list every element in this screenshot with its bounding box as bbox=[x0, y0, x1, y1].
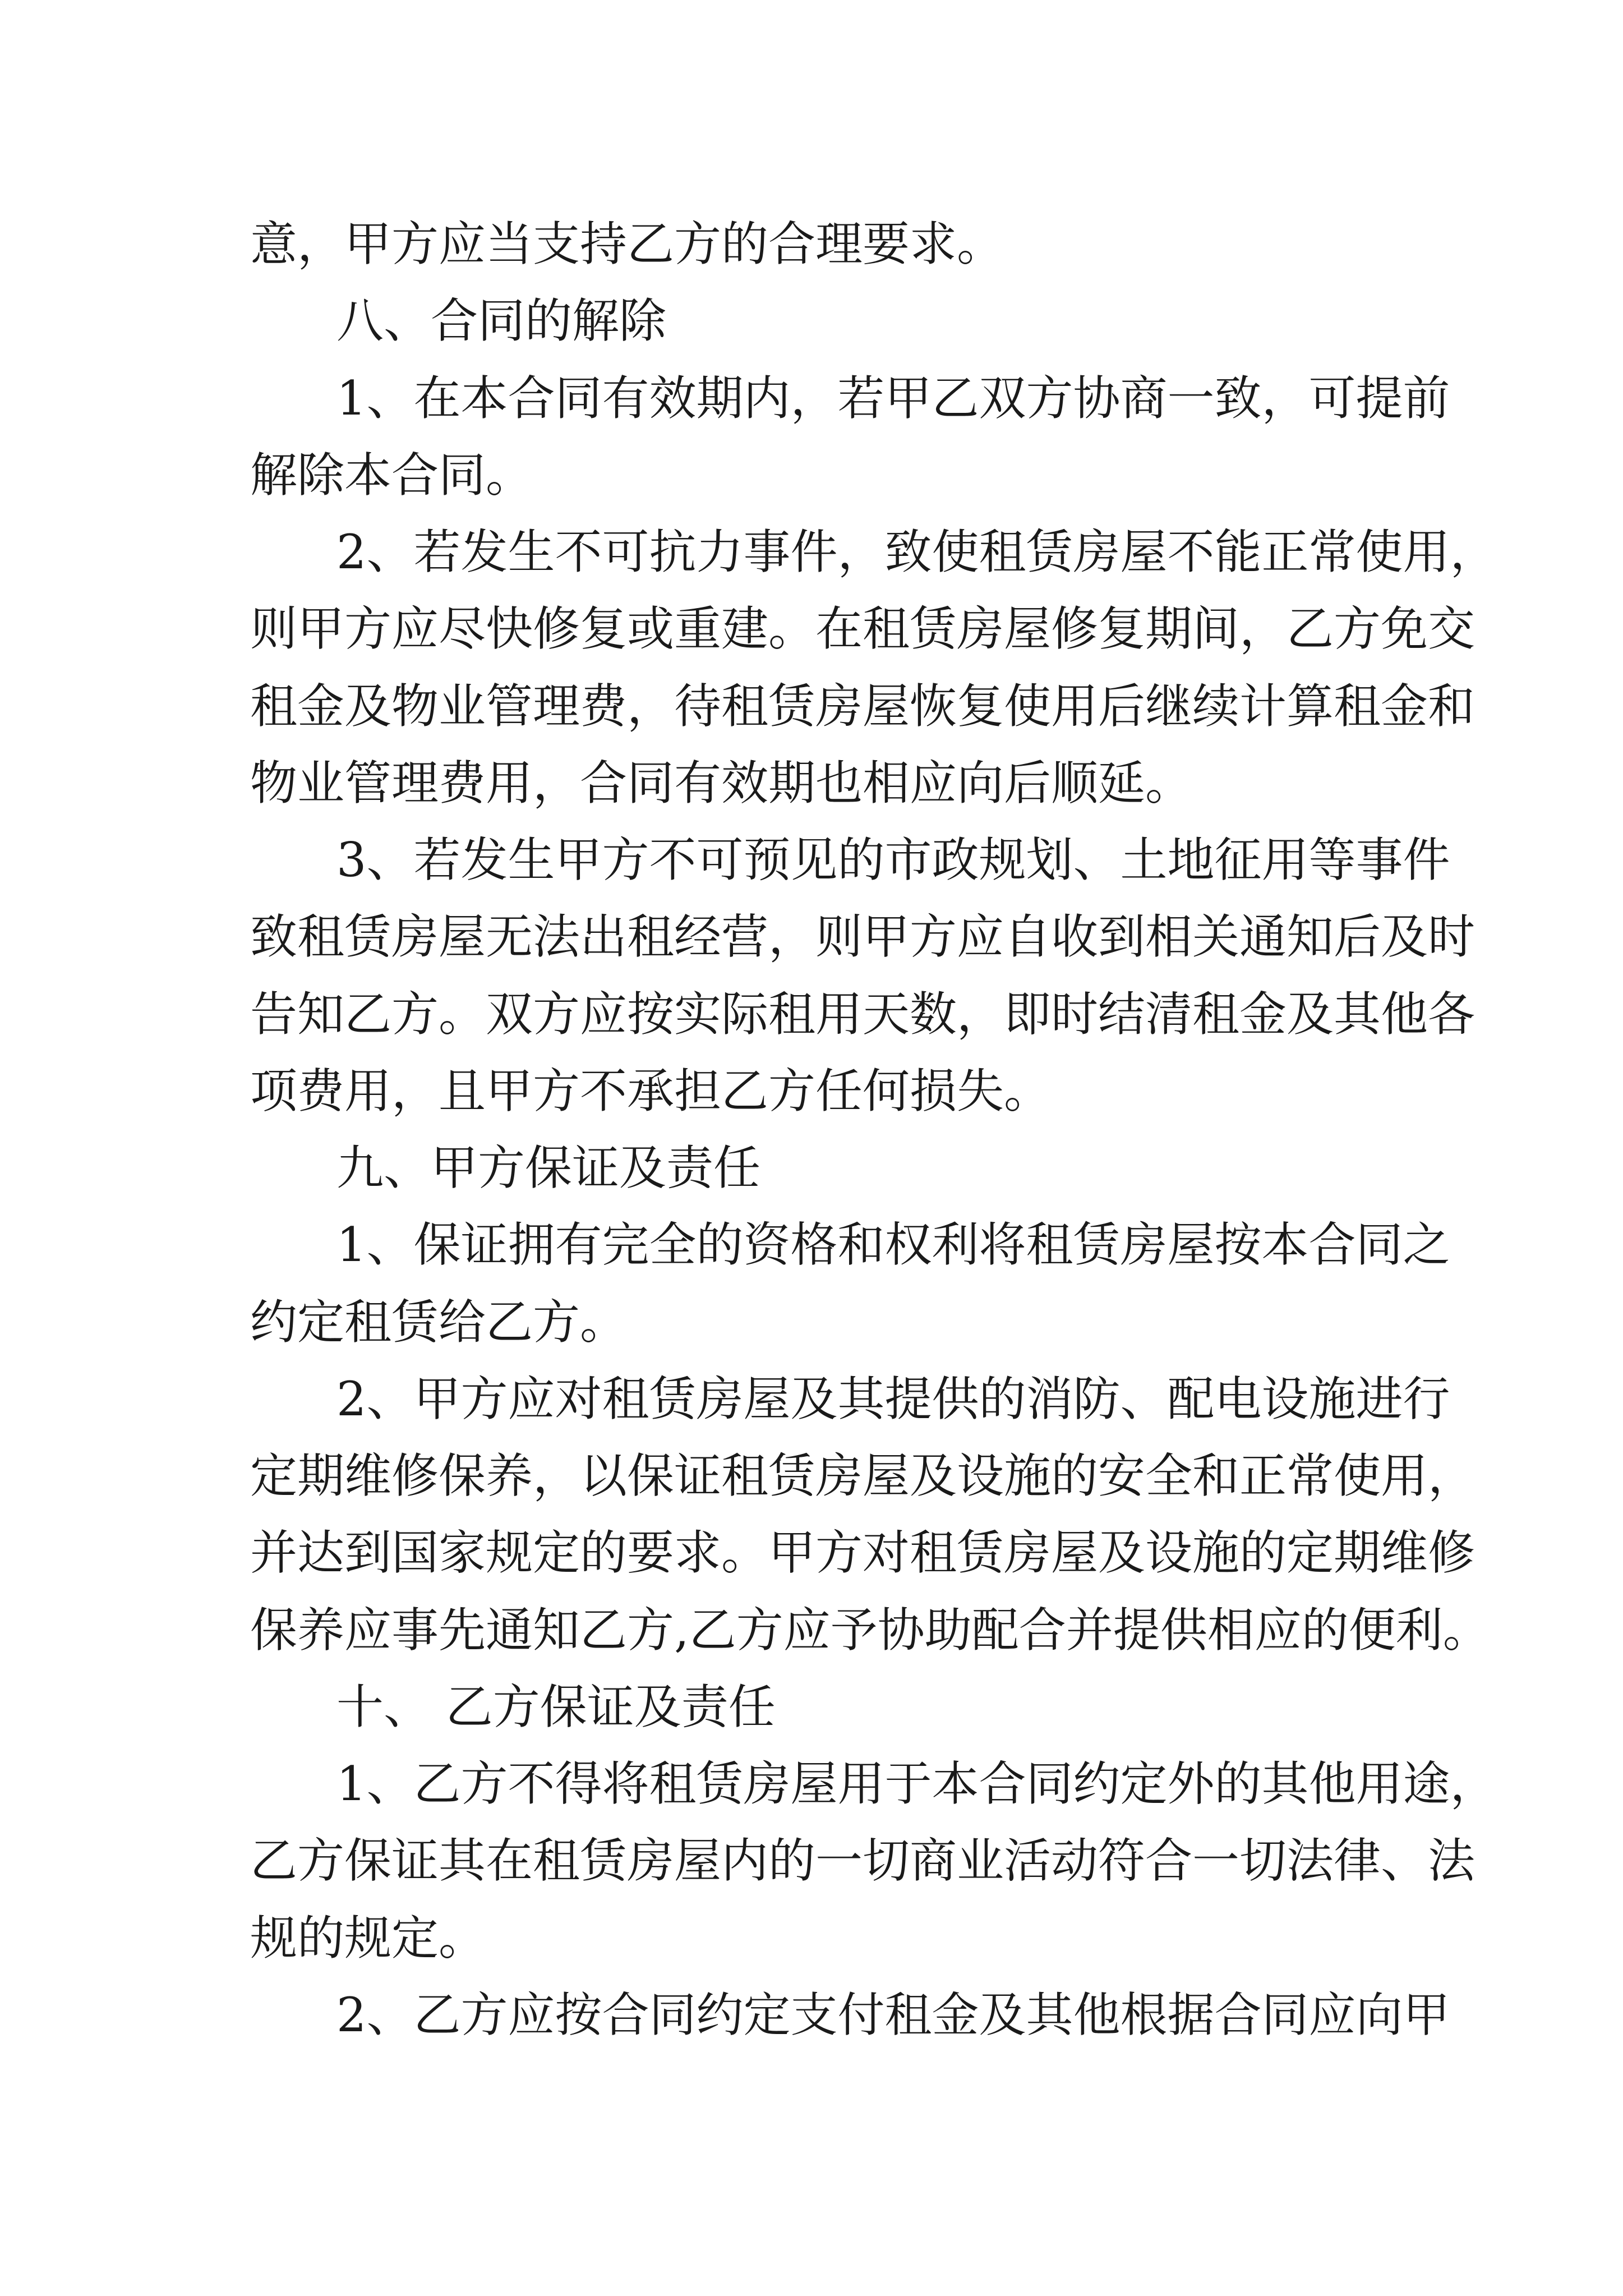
paragraph-line: 保养应事先通知乙方,乙方应予协助配合并提供相应的便利。 bbox=[250, 1603, 1490, 1658]
paragraph-line: 定期维修保养，以保证租赁房屋及设施的安全和正常使用， bbox=[250, 1448, 1476, 1503]
section-heading-10: 十、 乙方保证及责任 bbox=[336, 1680, 776, 1734]
paragraph-line: 乙方保证其在租赁房屋内的一切商业活动符合一切法律、法 bbox=[250, 1833, 1476, 1888]
section-heading-8: 八、合同的解除 bbox=[336, 293, 667, 348]
paragraph-line: 1、保证拥有完全的资格和权利将租赁房屋按本合同之 bbox=[336, 1217, 1450, 1272]
paragraph-line: 项费用，且甲方不承担乙方任何损失。 bbox=[250, 1064, 1052, 1119]
paragraph-line: 3、若发生甲方不可预见的市政规划、土地征用等事件 bbox=[336, 832, 1450, 887]
section-heading-9: 九、甲方保证及责任 bbox=[336, 1140, 761, 1195]
paragraph-line: 则甲方应尽快修复或重建。在租赁房屋修复期间，乙方免交 bbox=[250, 601, 1476, 656]
paragraph-line: 并达到国家规定的要求。甲方对租赁房屋及设施的定期维修 bbox=[250, 1525, 1476, 1580]
paragraph-line: 2、若发生不可抗力事件，致使租赁房屋不能正常使用， bbox=[336, 524, 1497, 579]
paragraph-line: 意，甲方应当支持乙方的合理要求。 bbox=[250, 217, 1004, 272]
paragraph-line: 租金及物业管理费，待租赁房屋恢复使用后继续计算租金和 bbox=[250, 679, 1476, 734]
paragraph-line: 规的规定。 bbox=[250, 1911, 486, 1966]
paragraph-line: 1、在本合同有效期内，若甲乙双方协商一致，可提前 bbox=[336, 371, 1450, 426]
paragraph-line: 物业管理费用，合同有效期也相应向后顺延。 bbox=[250, 756, 1193, 811]
paragraph-line: 2、甲方应对租赁房屋及其提供的消防、配电设施进行 bbox=[336, 1372, 1450, 1427]
paragraph-line: 告知乙方。双方应按实际租用天数，即时结清租金及其他各 bbox=[250, 987, 1476, 1042]
paragraph-line: 解除本合同。 bbox=[250, 448, 533, 503]
paragraph-line: 1、乙方不得将租赁房屋用于本合同约定外的其他用途， bbox=[336, 1756, 1497, 1811]
paragraph-line: 致租赁房屋无法出租经营，则甲方应自收到相关通知后及时 bbox=[250, 909, 1476, 964]
paragraph-line: 约定租赁给乙方。 bbox=[250, 1295, 628, 1350]
paragraph-line: 2、乙方应按合同约定支付租金及其他根据合同应向甲 bbox=[336, 1987, 1450, 2042]
